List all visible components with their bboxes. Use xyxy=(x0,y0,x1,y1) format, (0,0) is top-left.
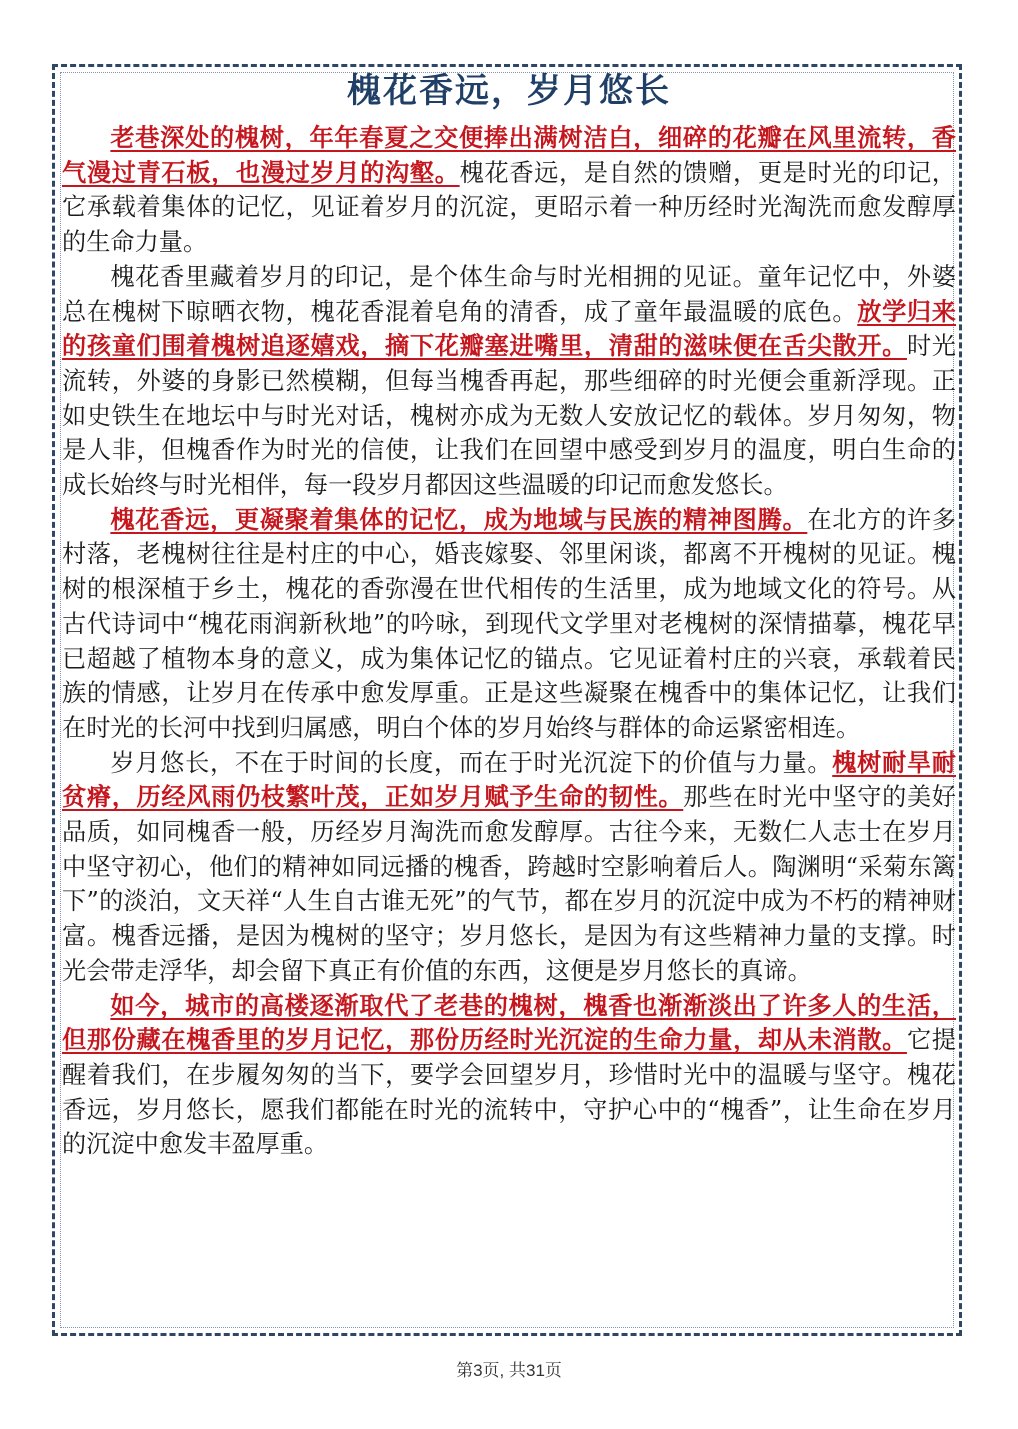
paragraph-1 xyxy=(62,121,956,260)
paragraph-text: 在北方的许多村落，老槐树往往是村庄的中心，婚丧嫁娶、邻里闲谈，都离不开槐树的见证。槐树的根深植于乡土，槐花的香弥漫在世代相传的生活里，成为地域文化的符号。从古代诗词中“槐花雨润新秋地”的吟咏，到现代文学里对老槐树的深情描摹，槐花早已超越了植物本身的意义，成为集体记忆的锚点。它见证着村庄的兴衰，承载着民族的情感，让岁月在传承中愈发厚重。正是这些凝聚在槐香中的集体记忆，让我们在时光的长河中找到归属感，明白个体的岁月始终与群体的命运紧密相连。 xyxy=(62,505,956,742)
paragraph-text: 槐花香远，是自然的馈赠，更是时光的印记，它承载着集体的记忆，见证着岁月的沉淀，更昭示着一种历经时光淘洗而愈发醇厚的生命力量。 xyxy=(62,158,956,257)
essay-body xyxy=(62,121,956,1162)
paragraph-text: 它提醒着我们，在步履匆匆的当下，要学会回望岁月，珍惜时光中的温暖与坚守。槐花香远，岁月悠长，愿我们都能在时光的流转中，守护心中的“槐香”，让生命在岁月的沉淀中愈发丰盈厚重。 xyxy=(62,1026,956,1159)
paragraph-text: 那些在时光中坚守的美好品质，如同槐香一般，历经岁月淘洗而愈发醇厚。古往今来，无数仁人志士在岁月中坚守初心，他们的精神如同远播的槐香，跨越时空影响着后人。陶渊明“采菊东篱下”的淡泊，文天祥“人生自古谁无死”的气节，都在岁月的沉淀中成为不朽的精神财富。槐香远播，是因为槐树的坚守；岁月悠长，是因为有这些精神力量的支撑。时光会带走浮华，却会留下真正有价值的东西，这便是岁月悠长的真谛。 xyxy=(62,783,956,985)
highlighted-sentence: 老巷深处的槐树，年年春夏之交便捧出满树洁白，细碎的花瓣在风里流转，香气漫过青石板，也漫过岁月的沟壑。 xyxy=(62,123,956,187)
paragraph-text: 岁月悠长，不在于时间的长度，而在于时光沉淀下的价值与力量。 xyxy=(110,748,833,777)
paragraph-2 xyxy=(62,260,956,503)
paragraph-text: 槐花香里藏着岁月的印记，是个体生命与时光相拥的见证。童年记忆中，外婆总在槐树下晾晒衣物，槐花香混着皂角的清香，成了童年最温暖的底色。 xyxy=(62,262,956,326)
highlighted-sentence: 放学归来的孩童们围着槐树追逐嬉戏，摘下花瓣塞进嘴里，清甜的滋味便在舌尖散开。 xyxy=(62,296,956,361)
highlighted-sentence: 槐花香远，更凝聚着集体的记忆，成为地域与民族的精神图腾。 xyxy=(110,504,808,534)
paragraph-5 xyxy=(62,989,956,1163)
paragraph-3 xyxy=(62,503,956,746)
paragraph-text: 时光流转，外婆的身影已然模糊，但每当槐香再起，那些细碎的时光便会重新浮现。正如史铁生在地坛中与时光对话，槐树亦成为无数人安放记忆的载体。岁月匆匆，物是人非，但槐香作为时光的信使，让我们在回望中感受到岁月的温度，明白生命的成长始终与时光相伴，每一段岁月都因这些温暖的印记而愈发悠长。 xyxy=(62,332,956,500)
highlighted-sentence: 槐树耐旱耐贫瘠，历经风雨仍枝繁叶茂，正如岁月赋予生命的韧性。 xyxy=(62,747,956,812)
page-number: 第3页, 共31页 xyxy=(456,1361,562,1380)
paragraph-4 xyxy=(62,746,956,989)
essay-title: 槐花香远，岁月悠长 xyxy=(347,71,671,111)
highlighted-sentence: 如今，城市的高楼逐渐取代了老巷的槐树，槐香也渐渐淡出了许多人的生活，但那份藏在槐香里的岁月记忆，那份历经时光沉淀的生命力量，却从未消散。 xyxy=(62,990,956,1055)
